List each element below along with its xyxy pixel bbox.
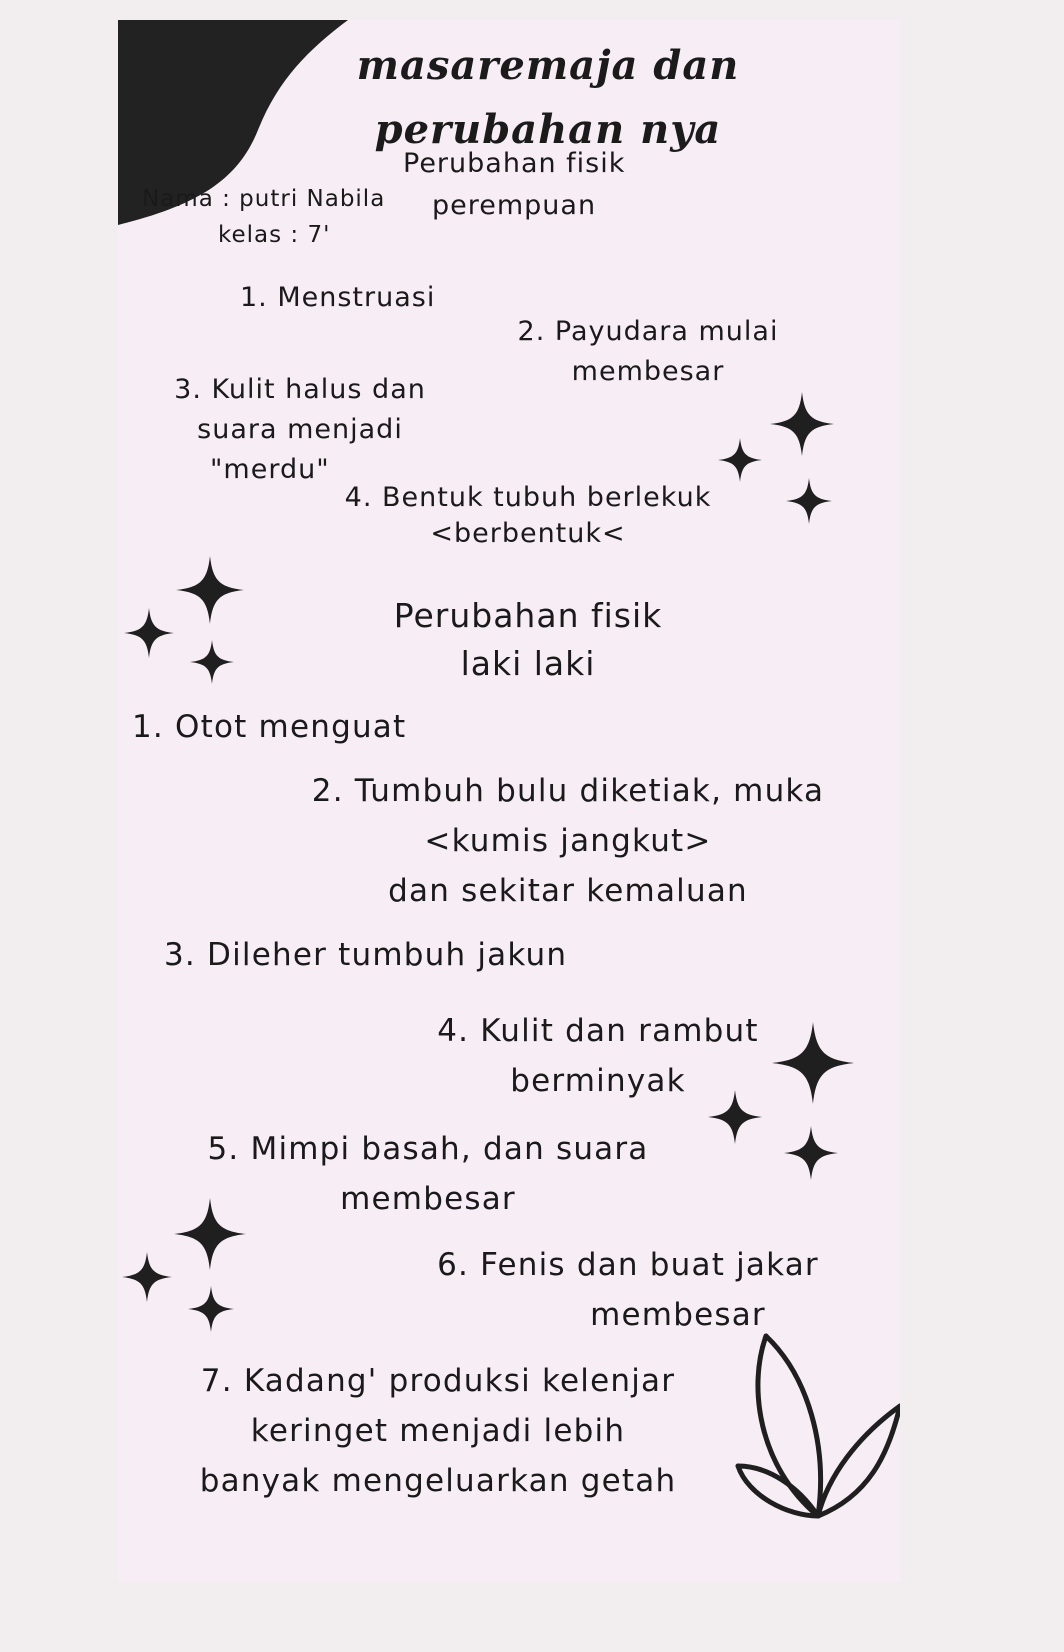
title-line-1: masaremaja dan: [356, 42, 740, 89]
item-line: 6. Fenis dan buat jakar: [437, 1247, 819, 1283]
item-line: 4. Kulit dan rambut: [437, 1013, 759, 1049]
male-item-6: [408, 1240, 848, 1340]
item-line: "merdu": [210, 454, 330, 485]
four-point-star-icon: [786, 478, 832, 524]
item-line: membesar: [340, 1181, 516, 1217]
item-line: dan sekitar kemaluan: [388, 873, 748, 909]
female-item-1: [240, 278, 435, 318]
item-line: 7. Kadang' produksi kelenjar: [200, 1363, 676, 1399]
female-heading-line-1: Perubahan fisik: [403, 148, 626, 179]
item-line: 3. Dileher tumbuh jakun: [164, 937, 568, 973]
item-line: 1. Otot menguat: [132, 709, 407, 745]
item-line: 1. Menstruasi: [240, 282, 436, 313]
male-item-2: [268, 766, 868, 916]
female-heading-line-2: perempuan: [432, 190, 597, 221]
four-point-star-icon: [708, 1090, 762, 1144]
female-item-2: [498, 312, 798, 392]
student-name: Nama : putri Nabila: [142, 186, 386, 212]
male-item-5: [178, 1124, 678, 1224]
female-item-4: [328, 480, 728, 552]
four-point-star-icon: [124, 608, 174, 658]
male-heading: [358, 592, 698, 688]
male-item-7: [158, 1356, 718, 1506]
four-point-star-icon: [770, 392, 834, 456]
leaf-outline-icon: [718, 1326, 900, 1522]
female-item-3: [160, 370, 440, 490]
male-item-1: [132, 702, 406, 752]
four-point-star-icon: [174, 1198, 246, 1270]
male-item-3: [164, 930, 567, 980]
four-point-star-icon: [772, 1022, 854, 1104]
item-line: banyak mengeluarkan getah: [199, 1463, 677, 1499]
item-line: berminyak: [510, 1063, 686, 1099]
item-line: <berbentuk<: [430, 518, 626, 549]
item-line: membesar: [590, 1297, 766, 1333]
four-point-star-icon: [122, 1252, 172, 1302]
page-title: [268, 34, 828, 162]
four-point-star-icon: [190, 640, 234, 684]
item-line: 3. Kulit halus dan: [174, 374, 426, 405]
item-line: suara menjadi: [197, 414, 403, 445]
male-heading-line-2: laki laki: [460, 644, 596, 683]
title-line-2: perubahan nya: [374, 106, 722, 153]
four-point-star-icon: [784, 1126, 838, 1180]
document-page: [118, 20, 900, 1582]
item-line: membesar: [571, 356, 725, 387]
four-point-star-icon: [176, 556, 244, 624]
item-line: 4. Bentuk tubuh berlekuk: [344, 482, 712, 513]
item-line: 2. Tumbuh bulu diketiak, muka: [311, 773, 825, 809]
four-point-star-icon: [188, 1286, 234, 1332]
male-heading-line-1: Perubahan fisik: [393, 596, 663, 635]
item-line: 5. Mimpi basah, dan suara: [207, 1131, 649, 1167]
item-line: 2. Payudara mulai: [517, 316, 779, 347]
item-line: <kumis jangkut>: [424, 823, 712, 859]
four-point-star-icon: [718, 438, 762, 482]
student-class: kelas : 7': [218, 222, 331, 248]
item-line: keringet menjadi lebih: [250, 1413, 626, 1449]
